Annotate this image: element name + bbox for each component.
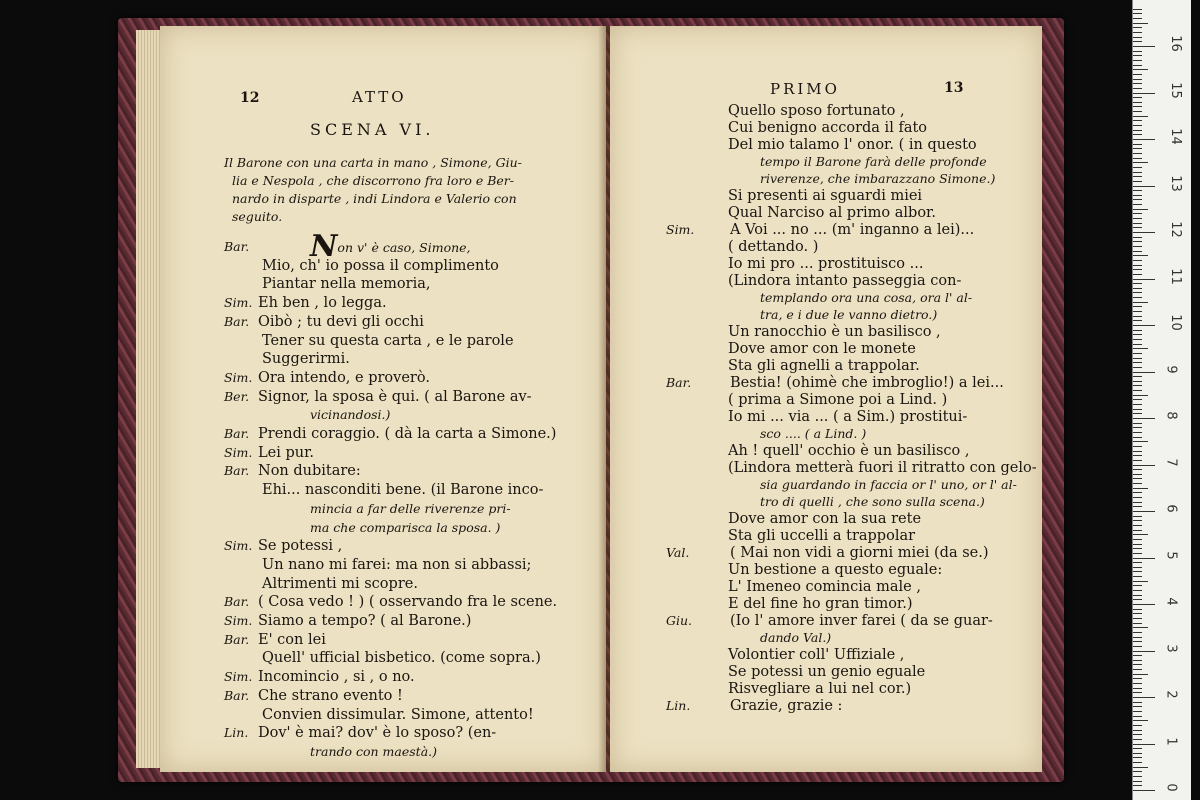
ruler-label: 0	[1163, 783, 1179, 792]
ruler-tick	[1133, 125, 1142, 126]
ruler-tick	[1133, 413, 1142, 414]
speaker-label: Sim.	[666, 222, 695, 237]
verse-line: tra, e i due le vanno dietro.)	[760, 307, 938, 322]
ruler-tick	[1133, 683, 1142, 684]
ruler-tick	[1133, 74, 1142, 75]
ruler-tick	[1133, 651, 1155, 652]
ruler-tick	[1133, 511, 1155, 512]
measuring-ruler	[1132, 0, 1191, 800]
ruler-tick	[1133, 753, 1142, 754]
ruler-tick	[1133, 697, 1155, 698]
verse-line: sia guardando in faccia or l' uno, or l' al-	[760, 477, 1017, 492]
verse-line: (Lindora intanto passeggia con-	[728, 273, 962, 289]
verse-line: Io mi pro ... prostituisco ...	[728, 256, 924, 272]
page-number-right: 13	[944, 80, 964, 96]
ruler-label: 9	[1163, 364, 1179, 374]
ruler-tick	[1133, 199, 1142, 200]
ruler-tick	[1133, 674, 1148, 675]
ruler-tick	[1133, 762, 1142, 763]
verse-line	[310, 229, 471, 264]
ruler-tick	[1133, 576, 1142, 577]
ruler-tick	[1133, 130, 1142, 131]
ruler-tick	[1133, 106, 1142, 107]
ruler-label: 7	[1163, 457, 1179, 467]
ruler-tick	[1133, 455, 1142, 456]
verse-line: ( Mai non vidi a giorni miei (da se.)	[730, 545, 989, 561]
ruler-tick	[1133, 483, 1142, 484]
ruler-tick	[1133, 604, 1155, 605]
ruler-tick	[1133, 372, 1155, 373]
ruler-tick	[1133, 474, 1142, 475]
verse-line: Del mio talamo l' onor. ( in questo	[728, 137, 977, 153]
ruler-tick	[1133, 381, 1142, 382]
ruler-tick	[1133, 734, 1142, 735]
ruler-tick	[1133, 176, 1142, 177]
ruler-tick	[1133, 362, 1142, 363]
verse-line: Signor, la sposa è qui. ( al Barone av-	[258, 388, 532, 405]
ruler-tick	[1133, 353, 1142, 354]
ruler-tick	[1133, 23, 1148, 24]
ruler-tick	[1133, 251, 1142, 252]
ruler-tick	[1133, 120, 1142, 121]
speaker-label: Bar.	[224, 594, 250, 610]
verse-line: Dove amor con le monete	[728, 341, 916, 357]
verse-line: Bestia! (ohimè che imbroglio!) a lei...	[730, 375, 1004, 391]
verse-line: Se potessi un genio eguale	[728, 664, 926, 680]
speaker-label: Sim.	[224, 295, 253, 311]
verse-line: tro di quelli , che sono sulla scena.)	[760, 494, 985, 509]
ruler-tick	[1133, 181, 1142, 182]
ruler-tick	[1133, 418, 1155, 419]
ruler-tick	[1133, 599, 1142, 600]
stage-direction-line: seguito.	[232, 209, 283, 224]
verse-line: L' Imeneo comincia male ,	[728, 579, 921, 595]
ruler-tick	[1133, 678, 1142, 679]
ruler-tick	[1133, 585, 1142, 586]
verse-line: Io mi ... via ... ( a Sim.) prostitui-	[728, 409, 968, 425]
ruler-tick	[1133, 46, 1155, 47]
ruler-tick	[1133, 660, 1142, 661]
ruler-tick	[1133, 553, 1142, 554]
verse-line: Si presenti ai sguardi miei	[728, 188, 923, 204]
ruler-tick	[1133, 288, 1142, 289]
ruler-tick	[1133, 664, 1142, 665]
verse-line: (Io l' amore inver farei ( da se guar-	[730, 613, 993, 629]
ruler-tick	[1133, 506, 1142, 507]
verse-line: E del fine ho gran timor.)	[728, 596, 913, 612]
ruler-tick	[1133, 339, 1142, 340]
speaker-label: Bar.	[666, 375, 692, 390]
ruler-tick	[1133, 609, 1142, 610]
ruler-tick	[1133, 102, 1142, 103]
ruler-tick	[1133, 344, 1142, 345]
verse-line: Piantar nella memoria,	[262, 276, 431, 293]
verse-line: mincia a far delle riverenze pri-	[310, 500, 511, 516]
ruler-tick	[1133, 269, 1142, 270]
drop-cap: N	[310, 229, 338, 264]
ruler-tick	[1133, 646, 1142, 647]
speaker-label: Bar.	[224, 631, 250, 647]
ruler-tick	[1133, 223, 1142, 224]
ruler-tick	[1133, 502, 1142, 503]
ruler-tick	[1133, 274, 1142, 275]
ruler-tick	[1133, 195, 1142, 196]
verse-line: Suggerirmi.	[262, 351, 350, 368]
verse-line: Volontier coll' Uffiziale ,	[728, 647, 905, 663]
ruler-tick	[1133, 748, 1142, 749]
ruler-tick	[1133, 618, 1142, 619]
ruler-tick	[1133, 548, 1142, 549]
ruler-label: 16	[1167, 35, 1183, 52]
ruler-label: 1	[1163, 736, 1179, 746]
ruler-tick	[1133, 186, 1155, 187]
verse-line: Prendi coraggio. ( dà la carta a Simone.)	[258, 426, 557, 442]
ruler-tick	[1133, 390, 1142, 391]
ruler-tick	[1133, 190, 1142, 191]
stage-direction-line: Il Barone con una carta in mano , Simone, Giu-	[224, 155, 522, 170]
verse-line: Sta gli uccelli a trappolar	[728, 528, 916, 544]
verse-line: Ah ! quell' occhio è un basilisco ,	[728, 443, 970, 459]
verse-text: on v' è caso, Simone,	[337, 240, 471, 255]
ruler-tick	[1133, 358, 1142, 359]
ruler-tick	[1133, 209, 1148, 210]
verse-line: Sta gli agnelli a trappolar.	[728, 358, 920, 374]
ruler-tick	[1133, 725, 1142, 726]
verse-line: templando ora una cosa, ora l' al-	[760, 290, 973, 305]
verse-line: Eh ben , lo legga.	[258, 295, 387, 312]
ruler-tick	[1133, 544, 1142, 545]
ruler-label: 13	[1167, 174, 1183, 192]
verse-line: dando Val.)	[760, 630, 832, 645]
verse-line: ( dettando. )	[728, 239, 819, 255]
ruler-tick	[1133, 172, 1142, 173]
ruler-tick	[1133, 432, 1142, 433]
ruler-tick	[1133, 13, 1142, 14]
ruler-label: 3	[1163, 643, 1179, 653]
verse-line: A Voi ... no ... (m' inganno a lei)...	[730, 222, 975, 238]
ruler-tick	[1133, 144, 1142, 145]
verse-line: (Lindora metterà fuori il ritratto con gelo-	[728, 460, 1037, 476]
ruler-label: 12	[1167, 221, 1183, 238]
ruler-label: 6	[1163, 504, 1179, 513]
ruler-tick	[1133, 534, 1148, 535]
verse-line: Un ranocchio è un basilisco ,	[728, 324, 941, 340]
ruler-tick	[1133, 423, 1142, 424]
ruler-tick	[1133, 306, 1142, 307]
ruler-tick	[1133, 451, 1142, 452]
verse-line: Dov' è mai? dov' è lo sposo? (en-	[258, 725, 497, 742]
verse-line: sco .... ( a Lind. )	[760, 426, 867, 441]
ruler-tick	[1133, 116, 1148, 117]
ruler-tick	[1133, 706, 1142, 707]
ruler-tick	[1133, 581, 1148, 582]
ruler-tick	[1133, 292, 1142, 293]
ruler-tick	[1133, 32, 1142, 33]
speaker-label: Bar.	[224, 313, 250, 329]
ruler-tick	[1133, 744, 1155, 745]
verse-line: tempo il Barone farà delle profonde	[760, 154, 987, 169]
verse-line: ( Cosa vedo ! ) ( osservando fra le scene.	[258, 594, 558, 611]
ruler-tick	[1133, 441, 1148, 442]
ruler-tick	[1133, 111, 1142, 112]
ruler-tick	[1133, 320, 1142, 321]
verse-line: riverenze, che imbarazzano Simone.)	[760, 171, 996, 186]
verse-line: Ehi... nasconditi bene. (il Barone inco-	[262, 482, 544, 499]
ruler-tick	[1133, 97, 1142, 98]
ruler-tick	[1133, 446, 1142, 447]
verse-line: ma che comparisca la sposa. )	[310, 519, 501, 535]
ruler-tick	[1133, 227, 1142, 228]
ruler-label: 4	[1163, 597, 1179, 606]
ruler-tick	[1133, 404, 1142, 405]
ruler-tick	[1133, 590, 1142, 591]
ruler-label: 11	[1167, 267, 1183, 285]
ruler-tick	[1133, 60, 1142, 61]
ruler-tick	[1133, 702, 1142, 703]
right-page	[610, 26, 1042, 772]
ruler-tick	[1133, 37, 1142, 38]
ruler-tick	[1133, 134, 1142, 135]
ruler-tick	[1133, 571, 1142, 572]
ruler-tick	[1133, 162, 1148, 163]
ruler-tick	[1133, 641, 1142, 642]
running-head-left: ATTO	[352, 88, 407, 106]
verse-line: Convien dissimular. Simone, attento!	[262, 706, 534, 723]
verse-line: Se potessi ,	[258, 538, 343, 555]
ruler-tick	[1133, 567, 1142, 568]
ruler-tick	[1133, 153, 1142, 154]
ruler-tick	[1133, 785, 1142, 786]
speaker-label: Bar.	[224, 463, 250, 479]
ruler-tick	[1133, 27, 1142, 28]
ruler-tick	[1133, 465, 1155, 466]
page-number-left: 12	[240, 90, 260, 106]
ruler-tick	[1133, 739, 1142, 740]
ruler-tick	[1133, 711, 1142, 712]
ruler-label: 2	[1163, 690, 1179, 699]
verse-line: vicinandosi.)	[310, 407, 391, 423]
ruler-tick	[1133, 562, 1142, 563]
ruler-tick	[1133, 720, 1148, 721]
ruler-tick	[1133, 316, 1142, 317]
verse-line: Mio, ch' io possa il complimento	[262, 257, 499, 274]
verse-line: Altrimenti mi scopre.	[262, 575, 418, 592]
stage-direction-line: nardo in disparte , indi Lindora e Valerio con	[232, 191, 517, 206]
ruler-tick	[1133, 399, 1142, 400]
ruler-tick	[1133, 139, 1155, 140]
left-page	[160, 26, 606, 772]
ruler-tick	[1133, 204, 1142, 205]
speaker-label: Val.	[666, 545, 690, 560]
ruler-tick	[1133, 9, 1142, 10]
ruler-tick	[1133, 492, 1142, 493]
speaker-label: Ber.	[224, 388, 250, 404]
page-edges	[136, 30, 162, 768]
ruler-tick	[1133, 767, 1148, 768]
ruler-tick	[1133, 232, 1155, 233]
ruler-tick	[1133, 460, 1142, 461]
verse-line: Qual Narciso al primo albor.	[728, 205, 936, 221]
running-head-right: PRIMO	[770, 80, 840, 98]
stage-direction-line: lia e Nespola , che discorrono fra loro e Ber-	[232, 173, 515, 188]
ruler-tick	[1133, 637, 1142, 638]
ruler-tick	[1133, 516, 1142, 517]
ruler-tick	[1133, 330, 1142, 331]
speaker-label: Sim.	[224, 538, 253, 554]
ruler-tick	[1133, 213, 1142, 214]
verse-line: Tener su questa carta , e le parole	[262, 332, 514, 349]
ruler-tick	[1133, 376, 1142, 377]
ruler-tick	[1133, 627, 1148, 628]
ruler-tick	[1133, 51, 1142, 52]
ruler-tick	[1133, 55, 1142, 56]
ruler-label: 15	[1167, 81, 1183, 99]
ruler-tick	[1133, 655, 1142, 656]
ruler-tick	[1133, 88, 1142, 89]
ruler-tick	[1133, 93, 1155, 94]
ruler-tick	[1133, 669, 1142, 670]
verse-line: Dove amor con la sua rete	[728, 511, 922, 527]
speaker-label: Sim.	[224, 669, 253, 685]
ruler-tick	[1133, 530, 1142, 531]
ruler-tick	[1133, 595, 1142, 596]
ruler-tick	[1133, 325, 1155, 326]
ruler-tick	[1133, 218, 1142, 219]
ruler-tick	[1133, 297, 1142, 298]
ruler-tick	[1133, 525, 1142, 526]
verse-line: Non dubitare:	[258, 463, 361, 480]
ruler-tick	[1133, 41, 1142, 42]
speaker-label: Sim.	[224, 613, 253, 628]
ruler-tick	[1133, 478, 1142, 479]
ruler-tick	[1133, 311, 1142, 312]
ruler-tick	[1133, 771, 1142, 772]
ruler-tick	[1133, 158, 1142, 159]
ruler-tick	[1133, 395, 1148, 396]
verse-line: ( prima a Simone poi a Lind. )	[728, 392, 948, 408]
verse-line: Cui benigno accorda il fato	[728, 120, 928, 136]
ruler-tick	[1133, 302, 1148, 303]
ruler-tick	[1133, 632, 1142, 633]
speaker-label: Bar.	[224, 426, 250, 441]
ruler-tick	[1133, 148, 1142, 149]
ruler-tick	[1133, 241, 1142, 242]
ruler-tick	[1133, 427, 1142, 428]
verse-line: Quello sposo fortunato ,	[728, 103, 905, 119]
verse-line: Quell' ufficial bisbetico. (come sopra.)	[262, 650, 541, 667]
ruler-tick	[1133, 781, 1142, 782]
ruler-tick	[1133, 437, 1142, 438]
ruler-tick	[1133, 348, 1148, 349]
ruler-tick	[1133, 623, 1142, 624]
ruler-label: 5	[1163, 550, 1179, 560]
verse-line: trando con maestà.)	[310, 743, 437, 759]
ruler-tick	[1133, 265, 1142, 266]
verse-line: Un bestione a questo eguale:	[728, 562, 943, 578]
ruler-tick	[1133, 69, 1148, 70]
ruler-tick	[1133, 279, 1155, 280]
speaker-label: Sim.	[224, 444, 253, 460]
ruler-tick	[1133, 79, 1142, 80]
speaker-label: Bar.	[224, 687, 250, 703]
verse-line: Incomincio , si , o no.	[258, 669, 415, 686]
speaker-label: Bar.	[224, 239, 250, 254]
ruler-tick	[1133, 539, 1142, 540]
ruler-tick	[1133, 613, 1142, 614]
ruler-tick	[1133, 283, 1142, 284]
ruler-tick	[1133, 716, 1142, 717]
ruler-tick	[1133, 255, 1148, 256]
speaker-label: Lin.	[666, 698, 691, 713]
verse-line: Risvegliare a lui nel cor.)	[728, 681, 912, 697]
ruler-tick	[1133, 688, 1142, 689]
ruler-tick	[1133, 237, 1142, 238]
ruler-tick	[1133, 385, 1142, 386]
ruler-tick	[1133, 776, 1142, 777]
speaker-label: Lin.	[224, 725, 249, 741]
ruler-label: 10	[1167, 314, 1183, 331]
ruler-tick	[1133, 558, 1155, 559]
verse-line: Oibò ; tu devi gli occhi	[258, 313, 424, 330]
ruler-tick	[1133, 488, 1148, 489]
speaker-label: Sim.	[224, 369, 253, 385]
verse-line: Ora intendo, e proverò.	[258, 369, 430, 386]
ruler-label: 14	[1167, 128, 1183, 145]
ruler-tick	[1133, 18, 1142, 19]
ruler-tick	[1133, 497, 1142, 498]
ruler-tick	[1133, 520, 1142, 521]
ruler-tick	[1133, 790, 1155, 791]
ruler-tick	[1133, 83, 1142, 84]
verse-line: Siamo a tempo? ( al Barone.)	[258, 613, 472, 629]
verse-line: Che strano evento !	[258, 687, 403, 704]
ruler-tick	[1133, 167, 1142, 168]
verse-line: E' con lei	[258, 631, 326, 648]
verse-line: Un nano mi farei: ma non si abbassi;	[262, 556, 532, 573]
ruler-tick	[1133, 367, 1142, 368]
ruler-tick	[1133, 730, 1142, 731]
ruler-tick	[1133, 409, 1142, 410]
ruler-tick	[1133, 65, 1142, 66]
scene-title: SCENA VI.	[310, 120, 435, 139]
speaker-label: Giu.	[666, 613, 693, 628]
ruler-tick	[1133, 260, 1142, 261]
verse-line: Lei pur.	[258, 444, 315, 461]
ruler-tick	[1133, 757, 1142, 758]
ruler-tick	[1133, 469, 1142, 470]
ruler-tick	[1133, 246, 1142, 247]
verse-line: Grazie, grazie :	[730, 698, 843, 714]
ruler-label: 8	[1163, 411, 1179, 420]
ruler-tick	[1133, 334, 1142, 335]
ruler-tick	[1133, 692, 1142, 693]
